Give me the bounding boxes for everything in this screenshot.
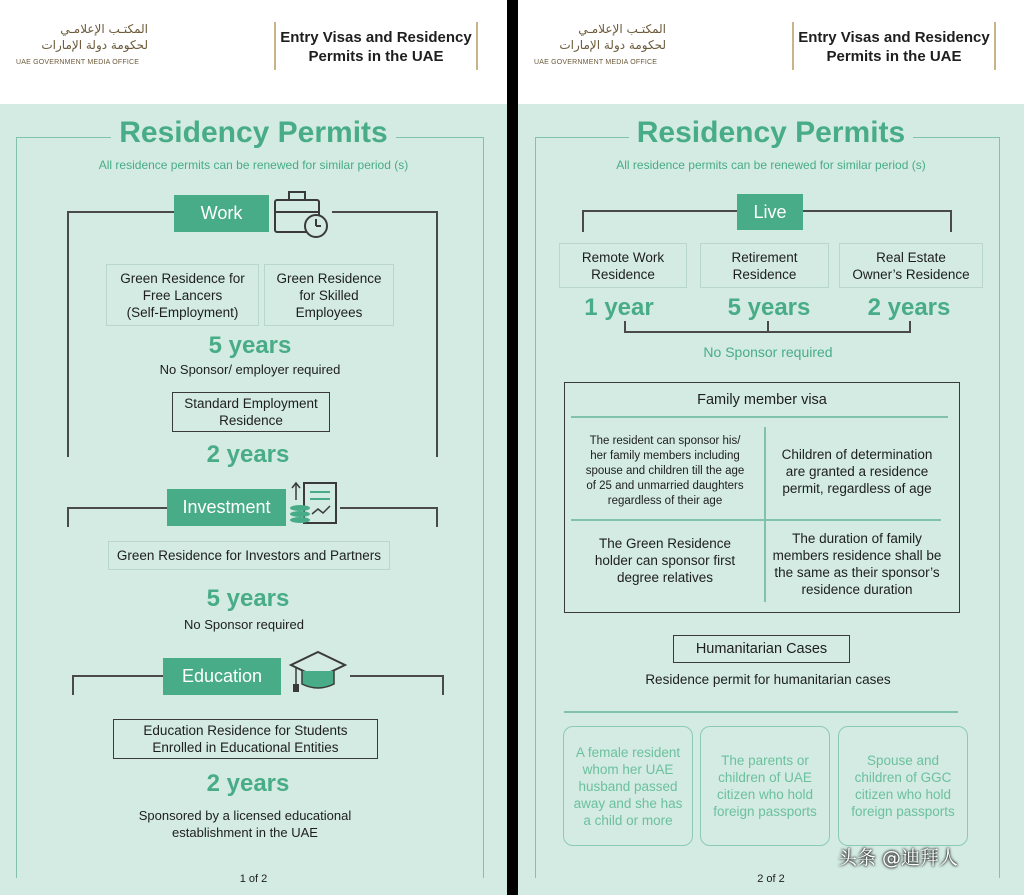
page-number: 2 of 2 [757, 873, 785, 885]
divider [764, 427, 766, 602]
page-1 [0, 0, 507, 895]
duration-label: 5 years [727, 294, 811, 321]
sponsor-note: No Sponsor/ employer required [159, 362, 341, 377]
standard-employment-box: Standard Employment Residence [172, 392, 330, 432]
bracket-line [350, 675, 443, 677]
bracket-line [67, 211, 174, 213]
divider [571, 519, 941, 521]
duration-label: 1 year [584, 294, 654, 321]
real-estate-owner-residence: Real Estate Owner’s Residence [839, 243, 983, 288]
education-label: Education [163, 658, 281, 695]
briefcase-clock-icon [272, 188, 332, 242]
live-label: Live [737, 194, 803, 230]
bracket-line [340, 507, 437, 509]
humanitarian-case: Spouse and children of GGC citizen who hold foreign passports [838, 726, 968, 846]
divider [564, 711, 958, 713]
duration-label: 5 years [208, 332, 292, 359]
family-visa-title: Family member visa [697, 392, 827, 408]
header [0, 0, 507, 104]
bracket-line [803, 210, 951, 212]
bracket-line [582, 210, 737, 212]
sponsor-note: No Sponsor required [184, 617, 304, 632]
investment-documents-icon [288, 478, 340, 528]
bracket-line [67, 507, 167, 509]
humanitarian-cases-box: Humanitarian Cases [673, 635, 850, 663]
humanitarian-case: The parents or children of UAE citizen who hold foreign passports [700, 726, 830, 846]
page-subtitle: All residence permits can be renewed for similar period (s) [98, 158, 409, 172]
page-title: Residency Permits [0, 116, 507, 150]
watermark: 头条 @迪拜人 [838, 847, 959, 869]
duration-label: 5 years [206, 585, 290, 612]
bracket-line [436, 211, 438, 457]
bracket-line [67, 507, 69, 527]
bracket-line [67, 211, 69, 457]
education-residence-box: Education Residence for Students Enrolled in Educational Entities [113, 719, 378, 759]
bracket-line [442, 675, 444, 695]
bracket-line [950, 210, 952, 232]
duration-label: 2 years [867, 294, 951, 321]
sponsor-note: Sponsored by a licensed educational establishment in the UAE [138, 808, 352, 840]
header-title: Entry Visas and Residency Permits in the UAE [798, 29, 990, 65]
family-cell: The resident can sponsor his/ her family members including spouse and children till the age of 25 and unmarried daughters regardless of their age [585, 434, 745, 507]
graduation-cap-icon [288, 648, 348, 696]
retirement-residence: Retirement Residence [700, 243, 829, 288]
duration-label: 2 years [206, 441, 290, 468]
uae-media-office-logo: المكتـب الإعلامـي لحكومة دولة الإمارات UAE GOVERNMENT MEDIA OFFICE [534, 22, 666, 66]
family-member-visa-box [564, 382, 960, 613]
page-2 [518, 0, 1024, 895]
bracket-line [624, 331, 911, 333]
family-cell: The duration of family members residence shall be the same as their sponsor’s residence duration [772, 531, 942, 597]
humanitarian-case: A female resident whom her UAE husband passed away and she has a child or more [563, 726, 693, 846]
header-divider [994, 22, 996, 70]
green-residence-investors: Green Residence for Investors and Partners [108, 541, 390, 570]
bracket-line [332, 211, 437, 213]
bracket-line [436, 507, 438, 527]
page-number: 1 of 2 [239, 873, 268, 885]
family-cell: Children of determination are granted a residence permit, regardless of age [781, 446, 933, 496]
bracket-line [72, 675, 163, 677]
bracket-line [582, 210, 584, 232]
divider [571, 416, 948, 418]
family-cell: The Green Residence holder can sponsor first degree relatives [594, 535, 736, 585]
investment-label: Investment [167, 489, 286, 526]
page-title: Residency Permits [518, 116, 1024, 150]
remote-work-residence: Remote Work Residence [559, 243, 687, 288]
green-residence-freelancers: Green Residence for Free Lancers (Self-Employment) [106, 264, 259, 326]
uae-media-office-logo: المكتـب الإعلامـي لحكومة دولة الإمارات UAE GOVERNMENT MEDIA OFFICE [16, 22, 148, 66]
header-title: Entry Visas and Residency Permits in the UAE [280, 29, 472, 65]
humanitarian-note: Residence permit for humanitarian cases [645, 672, 891, 687]
sponsor-note: No Sponsor required [703, 344, 833, 360]
duration-label: 2 years [206, 770, 290, 797]
header [518, 0, 1024, 104]
bracket-line [72, 675, 74, 695]
green-residence-skilled: Green Residence for Skilled Employees [264, 264, 394, 326]
work-label: Work [174, 195, 269, 232]
header-divider [476, 22, 478, 70]
page-subtitle: All residence permits can be renewed for similar period (s) [616, 158, 926, 172]
